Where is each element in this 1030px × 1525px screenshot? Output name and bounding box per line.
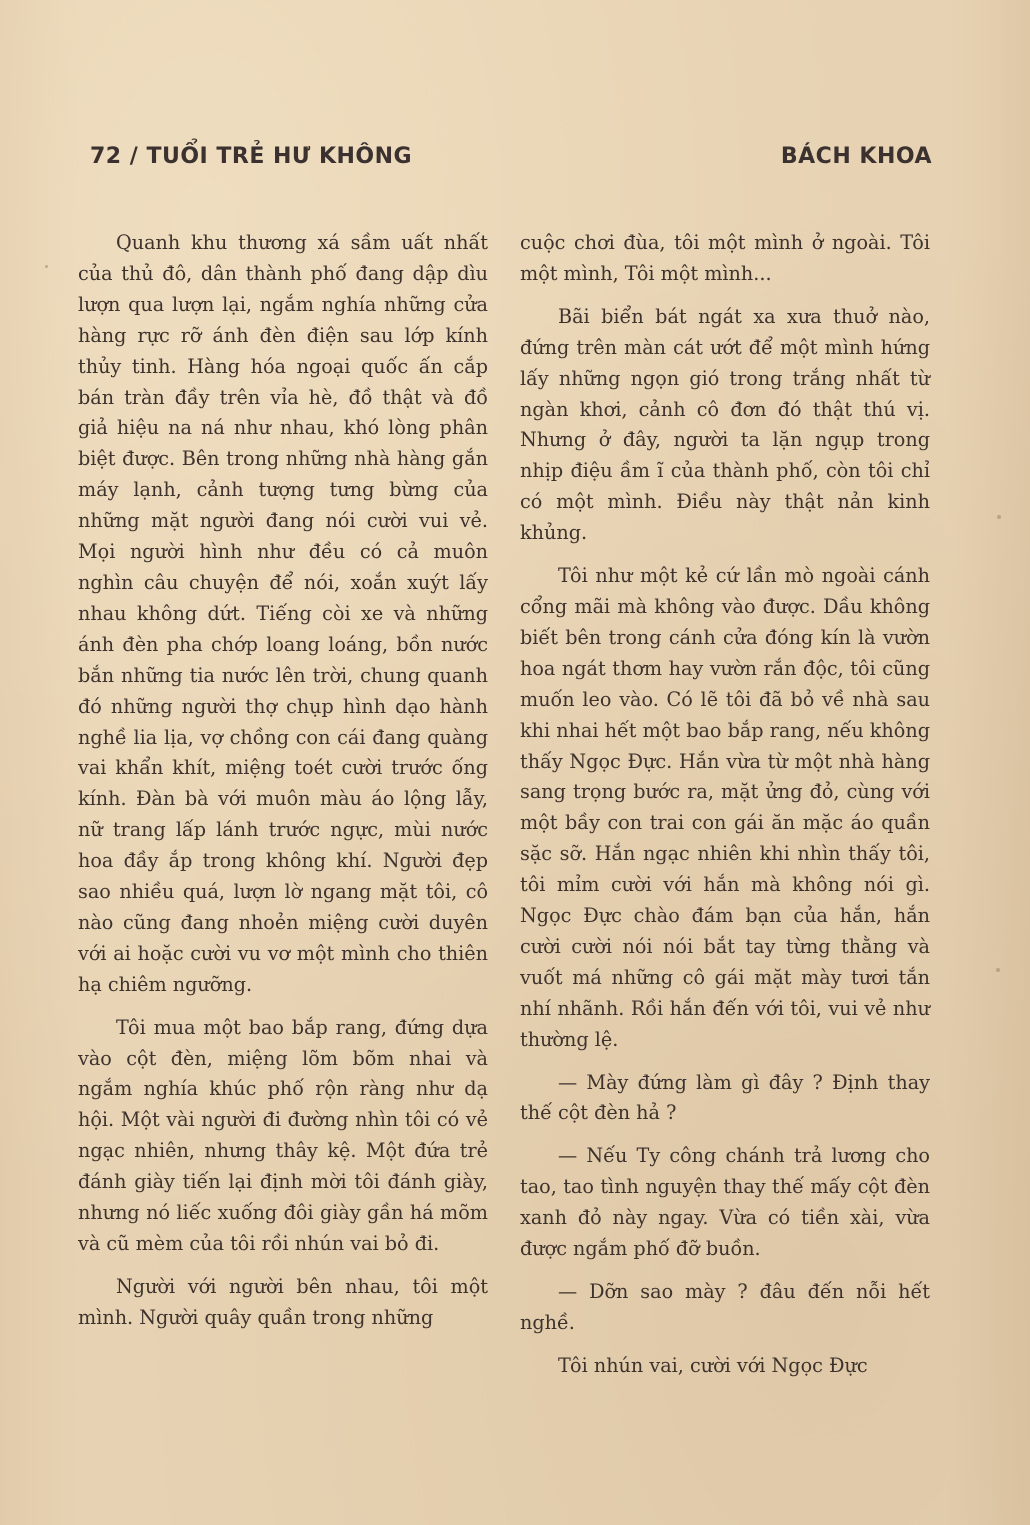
paragraph-5: Tôi như một kẻ cứ lần mò ngoài cánh cổng mãi mà không vào được. Dầu không biết bên trong cánh cửa đóng kín là vườn hoa ngát thơm hay vườn rắn độc, tôi cũng muốn leo vào. Có lẽ tôi đã bỏ về nhà sau khi nhai hết một bao bắp rang, nếu không thấy Ngọc Đực. Hắn vừa từ một nhà hàng sang trọng bước ra, mặt ửng đỏ, cùng với một bầy con trai con gái ăn mặc áo quần sặc sỡ. Hắn ngạc nhiên khi nhìn thấy tôi, tôi mỉm cười với hắn mà không nói gì. Ngọc Đực chào đám bạn của hắn, hắn cười cười nói nói bắt tay từng thằng và vuốt má những cô gái mặt mày tươi tắn nhí nhãnh. Rồi hắn đến với tôi, vui vẻ như thường lệ. <box>520 564 930 1051</box>
page-number-and-title: 72 / TUỔI TRẺ HƯ KHÔNG <box>90 144 413 169</box>
paper-speck <box>45 265 48 268</box>
paragraph-4: Bãi biển bát ngát xa xưa thuở nào, đứng trên màn cát ướt để một mình hứng lấy những ngọn gió trong trắng nhất từ ngàn khơi, cảnh cô đơn đó thật thú vị. Nhưng ở đây, người ta lặn ngụp trong nhịp điệu ầm ĩ của thành phố, còn tôi chỉ có một mình. Điều này thật nản kinh khủng. <box>520 304 930 545</box>
paper-speck <box>997 515 1001 519</box>
dialogue-line-1: — Mày đứng làm gì đây ? Định thay thế cột đèn hả ? <box>520 1070 930 1125</box>
paragraph-2: Tôi mua một bao bắp rang, đứng dựa vào cột đèn, miệng lõm bõm nhai và ngắm nghía khúc phố rộn ràng như dạ hội. Một vài người đi đường nhìn tôi có vẻ ngạc nhiên, nhưng thây kệ. Một đứa trẻ đánh giày tiến lại định mời tôi đánh giày, nhưng nó liếc xuống đôi giày gần há mõm và cũ mèm của tôi rồi nhún vai bỏ đi. <box>78 1015 488 1255</box>
paper-speck <box>996 968 1000 972</box>
dialogue-line-3: — Dỡn sao mày ? đâu đến nỗi hết nghề. <box>520 1280 930 1334</box>
left-column <box>78 228 488 1346</box>
magazine-name: BÁCH KHOA <box>780 144 932 169</box>
right-column <box>520 228 930 1394</box>
paragraph-1: Quanh khu thương xá sầm uất nhất của thủ đô, dân thành phố đang dập dìu lượn qua lượn lại, ngắm nghía những cửa hàng rực rỡ ánh đèn điện sau lớp kính thủy tinh. Hàng hóa ngoại quốc ấn cắp bán tràn đầy trên vỉa hè, đồ thật và đồ giả hiệu na ná như nhau, khó lòng phân biệt được. Bên trong những nhà hàng gắn máy lạnh, cảnh tượng tưng bừng của những mặt người đang nói cười vui vẻ. Mọi người hình như đều có cả muôn nghìn câu chuyện để nói, xoắn xuýt lấy nhau không dứt. Tiếng còi xe và những ánh đèn pha chớp loang loáng, bồn nước bắn những tia nước lên trời, chung quanh đó những người thợ chụp hình dạo hành nghề lia lịa, vợ chồng con cái đang quàng vai khẩn khít, miệng toét cười trước ống kính. Đàn bà với muôn màu áo lộng lẫy, nữ trang lấp lánh trước ngực, mùi nước hoa đầy ắp trong không khí. Người đẹp sao nhiều quá, lượn lờ ngang mặt tôi, cô nào cũng đang nhoẻn miệng cười duyên với ai hoặc cười vu vơ một mình cho thiên hạ chiêm ngưỡng. <box>78 231 488 996</box>
paragraph-6: Tôi nhún vai, cười với Ngọc Đực <box>558 1353 868 1377</box>
dialogue-line-2: — Nếu Ty công chánh trả lương cho tao, tao tình nguyện thay thế mấy cột đèn xanh đỏ này ngay. Vừa có tiền xài, vừa được ngắm phố đỡ buồn. <box>520 1144 930 1261</box>
paragraph-3: Người với người bên nhau, tôi một mình. Người quây quần trong những <box>78 1274 488 1329</box>
running-header <box>90 144 932 184</box>
paragraph-continuation: cuộc chơi đùa, tôi một mình ở ngoài. Tôi một mình, Tôi một mình... <box>520 231 930 285</box>
